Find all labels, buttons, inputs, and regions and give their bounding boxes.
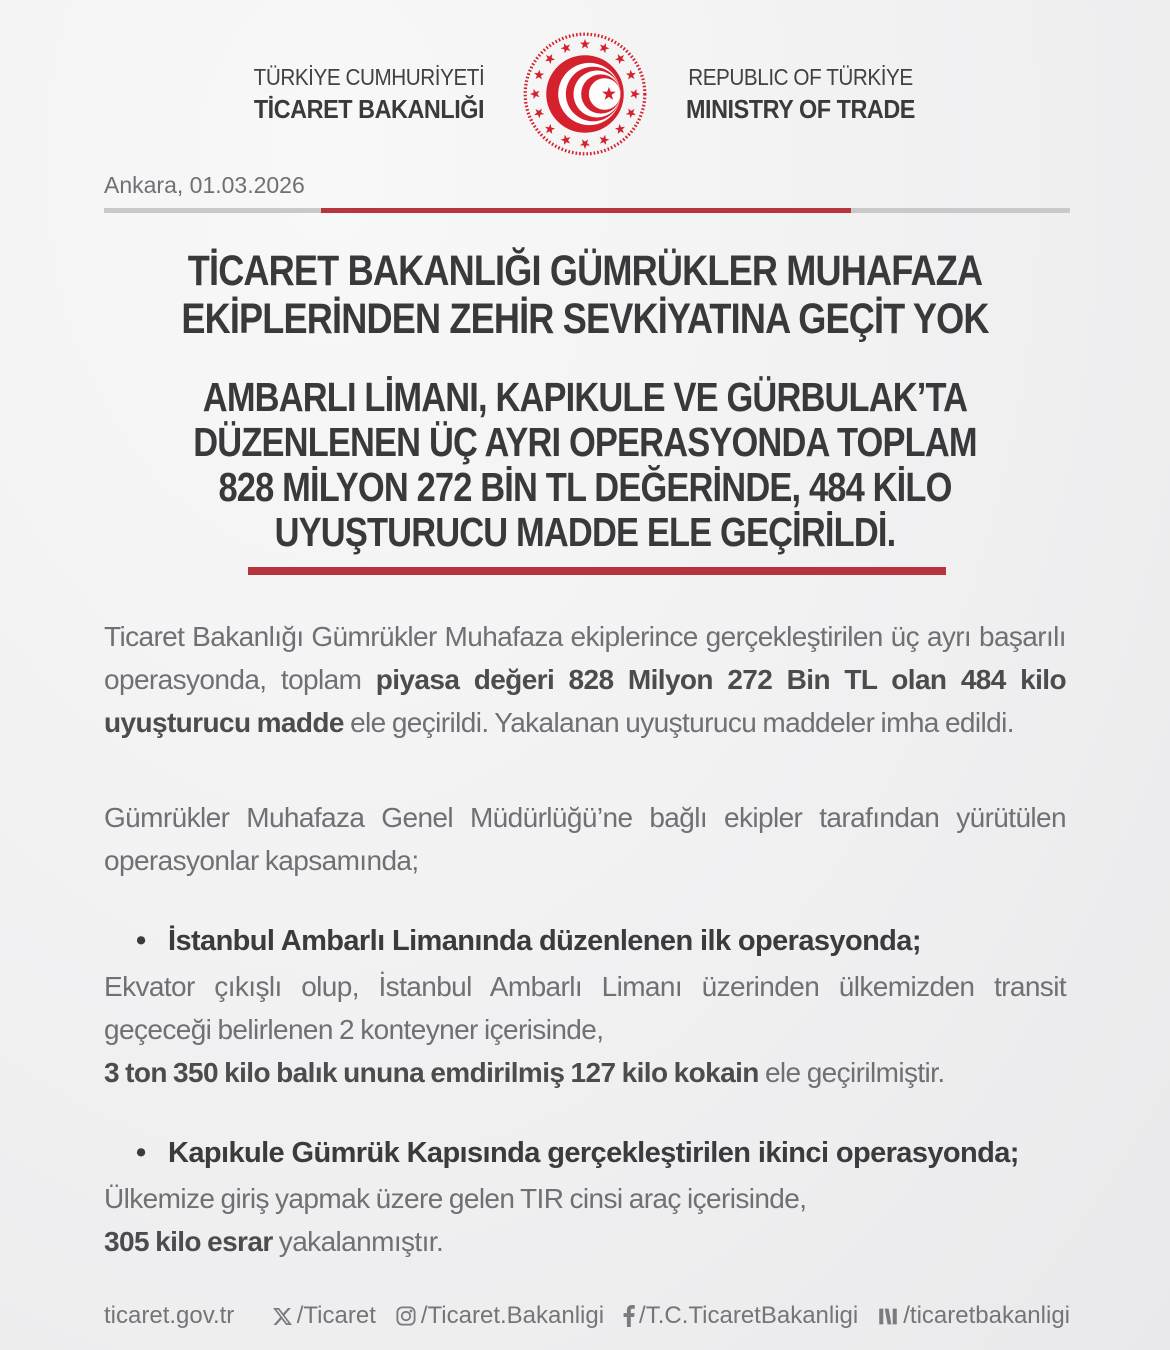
operation-1-tail: ele geçirilmiştir. (758, 1057, 945, 1088)
org-name-en-line1: REPUBLIC OF TÜRKİYE (688, 63, 913, 90)
bullet-operation-1-heading (136, 922, 1036, 960)
headline-title-line: EKİPLERİNDEN ZEHİR SEVKİYATINA GEÇİT YOK (181, 295, 989, 343)
social-link-x[interactable] (272, 1302, 376, 1330)
social-handle: /Ticaret (296, 1302, 376, 1329)
website-link[interactable]: ticaret.gov.tr (104, 1302, 235, 1329)
org-name-english (686, 64, 915, 125)
bullet-operation-2-heading-text: Kapıkule Gümrük Kapısında gerçekleştirilen ikinci operasyonda; (168, 1137, 1019, 1169)
paragraph-context: Gümrükler Muhafaza Genel Müdürlüğü’ne bağlı ekipler tarafından yürütülen operasyonlar kapsamında; (104, 802, 1066, 876)
header-divider (104, 208, 1070, 213)
social-links (272, 1302, 1070, 1330)
bullet-operation-2-body (104, 1177, 1066, 1263)
org-name-turkish (253, 64, 484, 125)
paragraph-summary (104, 615, 1066, 744)
headline-subtitle-line: DÜZENLENEN ÜÇ AYRI OPERASYONDA TOPLAM (193, 419, 977, 465)
social-handle: /ticaretbakanligi (903, 1302, 1070, 1329)
headline-title (94, 247, 1077, 343)
facebook-icon (623, 1305, 635, 1327)
footer (104, 1302, 1070, 1330)
operation-1-detail: Ekvator çıkışlı olup, İstanbul Ambarlı Limanı üzerinden ülkemizden transit geçeceği belirlenen 2 konteyner içerisinde, (104, 971, 1066, 1045)
header (0, 0, 1170, 162)
headline-subtitle-line: 828 MİLYON 272 BİN TL DEĞERİNDE, 484 KİLO (218, 464, 952, 510)
operation-2-tail: yakalanmıştır. (272, 1226, 444, 1257)
headline-subtitle-line: UYUŞTURUCU MADDE ELE GEÇİRİLDİ. (274, 509, 896, 555)
social-handle: /Ticaret.Bakanligi (420, 1302, 605, 1329)
social-link-instagram[interactable] (395, 1302, 604, 1330)
bullet-operation-1-heading-text: İstanbul Ambarlı Limanında düzenlenen ilk operasyonda; (168, 925, 921, 957)
operation-2-seizure-bold: 305 kilo esrar (104, 1226, 273, 1257)
operation-1-seizure-bold: 3 ton 350 kilo balık ununa emdirilmiş 127 kilo kokain (104, 1057, 759, 1088)
social-link-facebook[interactable] (623, 1302, 858, 1330)
bullet-operation-2-heading (136, 1134, 1036, 1172)
header-left (0, 64, 518, 125)
org-name-tr-line1: TÜRKİYE CUMHURİYETİ (253, 63, 484, 90)
bullet-operation-1-body (104, 965, 1066, 1094)
headline-title-line: TİCARET BAKANLIĞI GÜMRÜKLER MUHAFAZA (187, 247, 983, 295)
org-name-tr-line2: TİCARET BAKANLIĞI (253, 93, 484, 124)
paragraph-summary-text: ele geçirildi. Yakalanan uyuşturucu maddeler imha edildi. (343, 707, 1014, 738)
divider-gray-left (104, 208, 321, 213)
org-name-en-line2: MINISTRY OF TRADE (686, 93, 915, 124)
instagram-icon (395, 1305, 417, 1327)
headline-subtitle-line: AMBARLI LİMANI, KAPIKULE VE GÜRBULAK’TA (202, 374, 968, 420)
divider-red-center (321, 208, 850, 213)
ministry-of-trade-logo-icon (518, 27, 652, 161)
nsosyal-icon (877, 1306, 899, 1327)
paragraph-summary-text: Ticaret Bakanlığı Gümrükler Muhafaza ekiplerince gerçekleştirilen üç ayrı başarılı operasyonda, toplam (104, 621, 1066, 695)
divider-gray-right (851, 208, 1070, 213)
operation-2-detail: Ülkemize giriş yapmak üzere gelen TIR cinsi araç içerisinde, (104, 1183, 807, 1214)
bullet-icon: • (136, 925, 146, 957)
header-right (652, 64, 1170, 125)
dateline: Ankara, 01.03.2026 (104, 172, 305, 198)
paragraph-summary-bold: piyasa değeri 828 Milyon 272 Bin TL olan 484 kilo uyuşturucu madde (104, 664, 1066, 738)
headline-subtitle (94, 375, 1077, 555)
social-handle: /T.C.TicaretBakanligi (639, 1302, 859, 1329)
social-link-nsosyal[interactable] (877, 1302, 1070, 1330)
x-icon (272, 1306, 293, 1327)
subtitle-divider (248, 567, 946, 575)
bullet-icon: • (136, 1137, 146, 1169)
